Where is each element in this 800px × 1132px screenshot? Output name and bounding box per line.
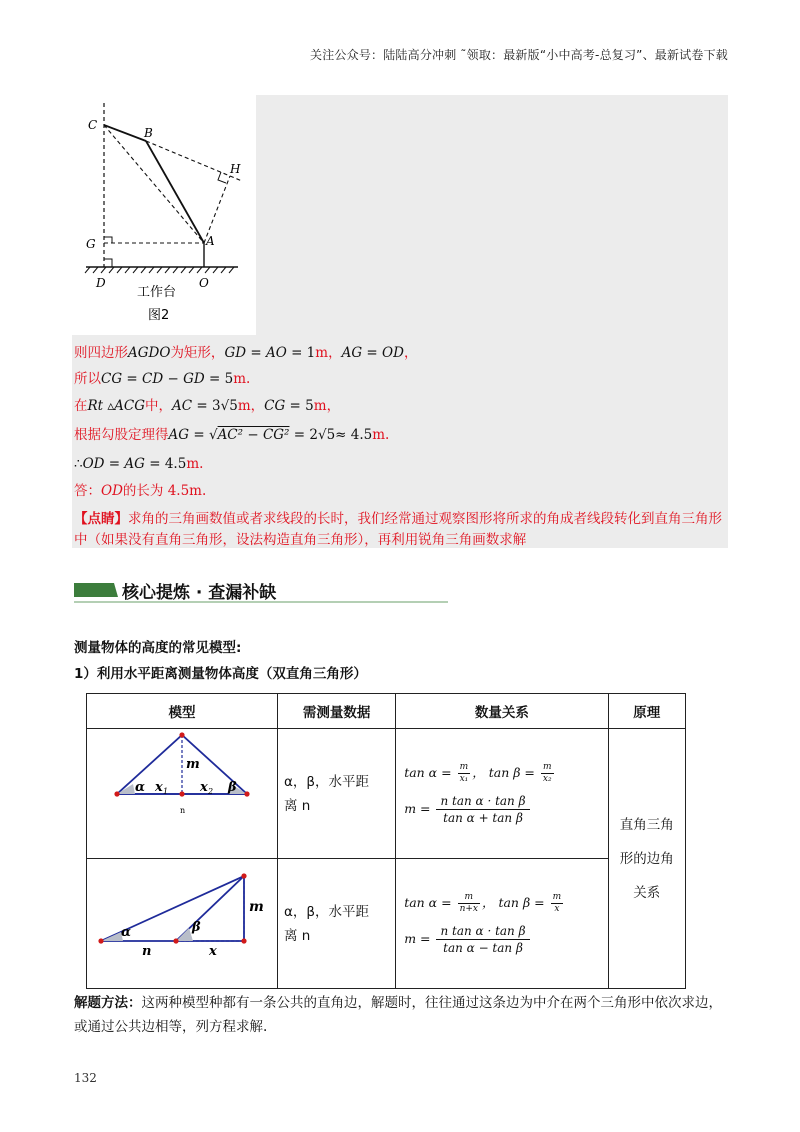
data-cell: α，β，水平距 离 n	[278, 729, 396, 859]
method-paragraph	[74, 991, 728, 1039]
page-header: 关注公众号：陆陆高分冲刺 ˜领取：最新版“小中高考-总复习”、最新试卷下载	[310, 48, 728, 62]
figure-2	[72, 95, 256, 335]
point-label-h: H	[230, 162, 241, 176]
model-table	[86, 693, 686, 989]
label-x2-sub: 2	[208, 787, 214, 796]
label-alpha: α	[121, 925, 132, 940]
formula-tan: tan α = $\frac{m}{n+x}$ ， tan β = $\frac{m}{x}$	[404, 891, 562, 914]
point-label-g: G	[86, 237, 96, 251]
solution-line-4: 根据勾股定理得AG = √AC² − CG² = 2√5≈ 4.5m.	[74, 427, 390, 443]
model-diagram-cell	[87, 729, 278, 859]
point-label-b: B	[144, 126, 153, 140]
header-model: 模型	[87, 694, 278, 729]
model-diagram-2	[87, 859, 277, 984]
header-principle: 原理	[608, 694, 685, 729]
label-beta: β	[192, 920, 201, 935]
intro-line-2: 1）利用水平距离测量物体高度（双直角三角形）	[74, 666, 367, 682]
tip-label: 【点睛】	[74, 511, 128, 527]
solution-line-3: 在Rt ▵ACG中，AC = 3√5m，CG = 5m，	[74, 398, 341, 414]
label-alpha: α	[135, 780, 146, 795]
method-text: 这两种模型种都有一条公共的直角边，解题时，往往通过这条边为中介在两个三角形中依次求边，或通过公共边相等，列方程求解.	[74, 995, 722, 1035]
header-data: 需测量数据	[278, 694, 396, 729]
section-title: 核心提炼 · 查漏补缺	[122, 583, 277, 603]
point-label-a: A	[206, 234, 215, 248]
label-m: m	[186, 757, 200, 772]
label-beta: β	[228, 780, 237, 795]
workbench-diagram	[72, 95, 256, 335]
header-relation: 数量关系	[396, 694, 608, 729]
label-n: n	[142, 944, 152, 959]
tip-text: 求角的三角画数值或者求线段的长时，我们经常通过观察图形将所求的角成者线段转化到直角三角形中（如果没有直角三角形，设法构造直角三角形），再利用锐角三角画数求解	[74, 511, 722, 548]
point-label-o: O	[199, 276, 209, 290]
table-row	[87, 859, 686, 989]
figure-caption-number: 图2	[148, 308, 170, 323]
data-cell: α，β，水平距 离 n	[278, 859, 396, 989]
solution-line-5: ∴OD = AG = 4.5m.	[74, 456, 204, 472]
solution-answer: 答：OD的长为 4.5m.	[74, 483, 207, 499]
label-x: x	[209, 944, 217, 959]
label-x1: x	[155, 780, 163, 795]
point-label-d: D	[96, 276, 106, 290]
tip-paragraph	[74, 509, 726, 551]
label-m: m	[249, 899, 264, 915]
page-number: 132	[74, 1071, 97, 1085]
model-diagram-1	[87, 729, 277, 854]
solution-line-2: 所以CG = CD − GD = 5m.	[74, 371, 251, 387]
formula-cell	[396, 729, 608, 859]
model-diagram-cell	[87, 859, 278, 989]
point-label-c: C	[88, 118, 98, 132]
formula-cell	[396, 859, 608, 989]
principle-cell: 直角三角 形的边角 关系	[608, 729, 685, 989]
label-x2: x	[200, 780, 208, 795]
formula-m: m = $\frac{\text{n tan α · tan β}}{\text{tan α − tan β}}$	[404, 923, 599, 956]
method-label: 解题方法：	[74, 995, 142, 1011]
intro-line-1: 测量物体的高度的常见模型:	[74, 640, 242, 656]
formula-m: m = $\frac{\text{n tan α · tan β}}{\text{tan α + tan β}}$	[404, 793, 599, 826]
label-x1-sub: 1	[163, 787, 169, 796]
formula-tan: tan α = $\frac{m}{\text{x₁}}$ ， tan β = $\frac{m}{\text{x₂}}$	[404, 761, 552, 784]
figure-caption-workbench: 工作台	[137, 285, 177, 300]
label-n: n	[180, 806, 186, 815]
table-row	[87, 729, 686, 859]
solution-line-1: 则四边形AGDO为矩形，GD = AO = 1m，AG = OD，	[74, 345, 418, 361]
